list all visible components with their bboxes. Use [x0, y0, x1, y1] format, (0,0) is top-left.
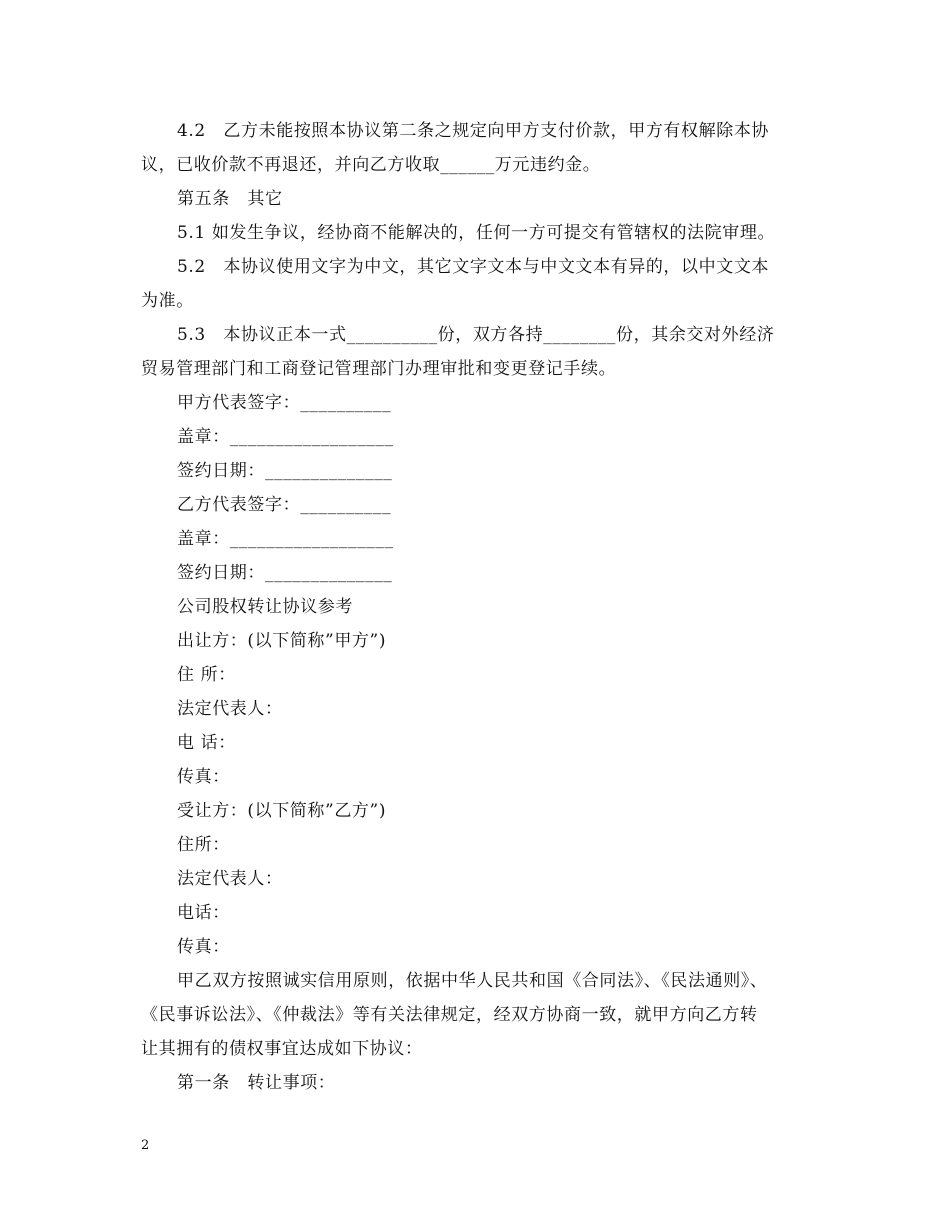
article-5-heading: 第五条 其它 [177, 189, 283, 209]
transferee-legal-rep: 法定代表人： [177, 869, 283, 889]
transferee-fax: 传真： [177, 937, 230, 957]
transferee-address: 住所： [177, 835, 230, 855]
party-b-signature-field: 乙方代表签字：__________ [177, 495, 392, 515]
party-b-seal-field: 盖章：__________________ [177, 529, 394, 549]
page-number: 2 [141, 1138, 150, 1153]
transferor-address: 住 所： [177, 665, 236, 685]
transferor-line: 出让方：(以下简称”甲方”) [177, 631, 387, 651]
clause-5-3-line-1: 5.3 本协议正本一式__________份，双方各持________份，其余交对外经济 [177, 325, 775, 345]
clause-5-1: 5.1 如发生争议，经协商不能解决的，任何一方可提交有管辖权的法院审理。 [177, 223, 776, 243]
preamble-line-2: 《民事诉讼法》、《仲裁法》等有关法律规定，经双方协商一致，就甲方向乙方转 [141, 1005, 758, 1025]
reference-title: 公司股权转让协议参考 [177, 597, 353, 617]
party-a-date-field: 签约日期：______________ [177, 461, 393, 481]
party-b-date-field: 签约日期：______________ [177, 563, 393, 583]
transferor-legal-rep: 法定代表人： [177, 699, 283, 719]
transferor-fax: 传真： [177, 767, 230, 787]
party-a-signature-field: 甲方代表签字：__________ [177, 393, 392, 413]
clause-5-2-line-1: 5.2 本协议使用文字为中文，其它文字文本与中文文本有异的，以中文文本 [177, 257, 770, 277]
clause-5-3-line-2: 贸易管理部门和工商登记管理部门办理审批和变更登记手续。 [141, 359, 617, 379]
preamble-line-1: 甲乙双方按照诚实信用原则，依据中华人民共和国《合同法》、《民法通则》、 [177, 971, 768, 991]
transferee-line: 受让方：(以下简称”乙方”) [177, 801, 387, 821]
clause-4-2-line-2: 议，已收价款不再退还，并向乙方收取______万元违约金。 [141, 155, 601, 175]
clause-4-2-line-1: 4.2 乙方未能按照本协议第二条之规定向甲方支付价款，甲方有权解除本协 [177, 121, 770, 141]
clause-5-2-line-2: 为准。 [141, 291, 194, 311]
transferee-phone: 电话： [177, 903, 230, 923]
party-a-seal-field: 盖章：__________________ [177, 427, 394, 447]
transferor-phone: 电 话： [177, 733, 236, 753]
preamble-line-3: 让其拥有的债权事宜达成如下协议： [141, 1039, 423, 1059]
article-1-heading: 第一条 转让事项： [177, 1073, 336, 1093]
